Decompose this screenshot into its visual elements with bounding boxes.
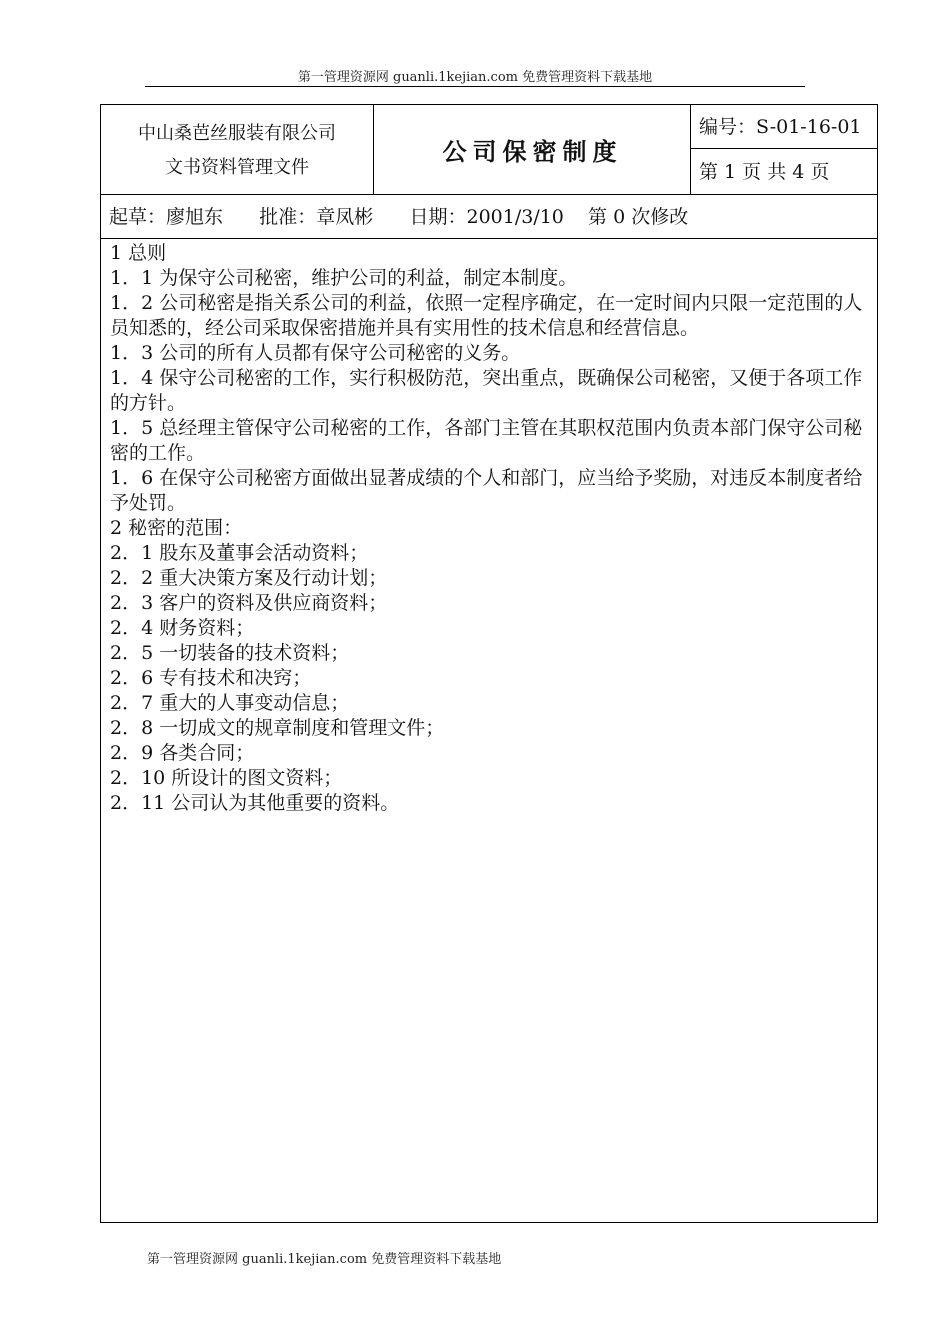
paragraph: 1．3 公司的所有人员都有保守公司秘密的义务。 xyxy=(110,342,521,364)
paragraph: 1．5 总经理主管保守公司秘密的工作，各部门主管在其职权范围内负责本部门保守公司秘密的工作。 xyxy=(110,417,863,464)
paragraph: 2．11 公司认为其他重要的资料。 xyxy=(110,792,400,814)
paragraph: 1．6 在保守公司秘密方面做出显著成绩的个人和部门，应当给予奖励，对违反本制度者给予处罚。 xyxy=(110,467,863,514)
document-category: 文书资料管理文件 xyxy=(165,157,309,178)
paragraph: 2．1 股东及董事会活动资料； xyxy=(110,542,369,564)
paragraph: 2．10 所设计的图文资料； xyxy=(110,767,343,789)
paragraph: 1．1 为保守公司秘密，维护公司的利益，制定本制度。 xyxy=(110,267,578,289)
page-info: 第 1 页 共 4 页 xyxy=(699,161,830,183)
page-header: 第一管理资源网 guanli.1kejian.com 免费管理资料下载基地 xyxy=(297,70,653,85)
paragraph: 1．2 公司秘密是指关系公司的利益，依照一定程序确定，在一定时间内只限一定范围的人员知悉的，经公司采取保密措施并具有实用性的技术信息和经营信息。 xyxy=(110,292,863,339)
paragraph: 1．4 保守公司秘密的工作，实行积极防范，突出重点，既确保公司秘密，又便于各项工作的方针。 xyxy=(110,367,863,414)
page-footer: 第一管理资源网 guanli.1kejian.com 免费管理资料下载基地 xyxy=(147,1252,502,1267)
paragraph: 2．9 各类合同； xyxy=(110,742,255,764)
approval-meta-row: 起草：廖旭东 批准：章凤彬 日期：2001/3/10 第 0 次修改 xyxy=(101,195,877,239)
document-body xyxy=(110,241,870,816)
header-rule xyxy=(145,86,805,87)
company-cell xyxy=(101,105,374,194)
paragraph: 2．2 重大决策方案及行动计划； xyxy=(110,567,388,589)
paragraph: 2．7 重大的人事变动信息； xyxy=(110,692,350,714)
document-frame xyxy=(100,104,878,1223)
paragraph: 2．6 专有技术和决窍； xyxy=(110,667,312,689)
paragraph: 2．3 客户的资料及供应商资料； xyxy=(110,592,388,614)
paragraph: 1 总则 xyxy=(110,242,167,264)
document-number: 编号：S-01-16-01 xyxy=(691,105,877,149)
paragraph: 2．5 一切装备的技术资料； xyxy=(110,642,350,664)
document-title: 公司保密制度 xyxy=(375,105,691,194)
paragraph: 2．4 财务资料； xyxy=(110,617,255,639)
form-header-row xyxy=(101,105,877,195)
paragraph: 2 秘密的范围： xyxy=(110,517,243,539)
company-name: 中山桑芭丝服装有限公司 xyxy=(138,123,336,144)
paragraph: 2．8 一切成文的规章制度和管理文件； xyxy=(110,717,445,739)
